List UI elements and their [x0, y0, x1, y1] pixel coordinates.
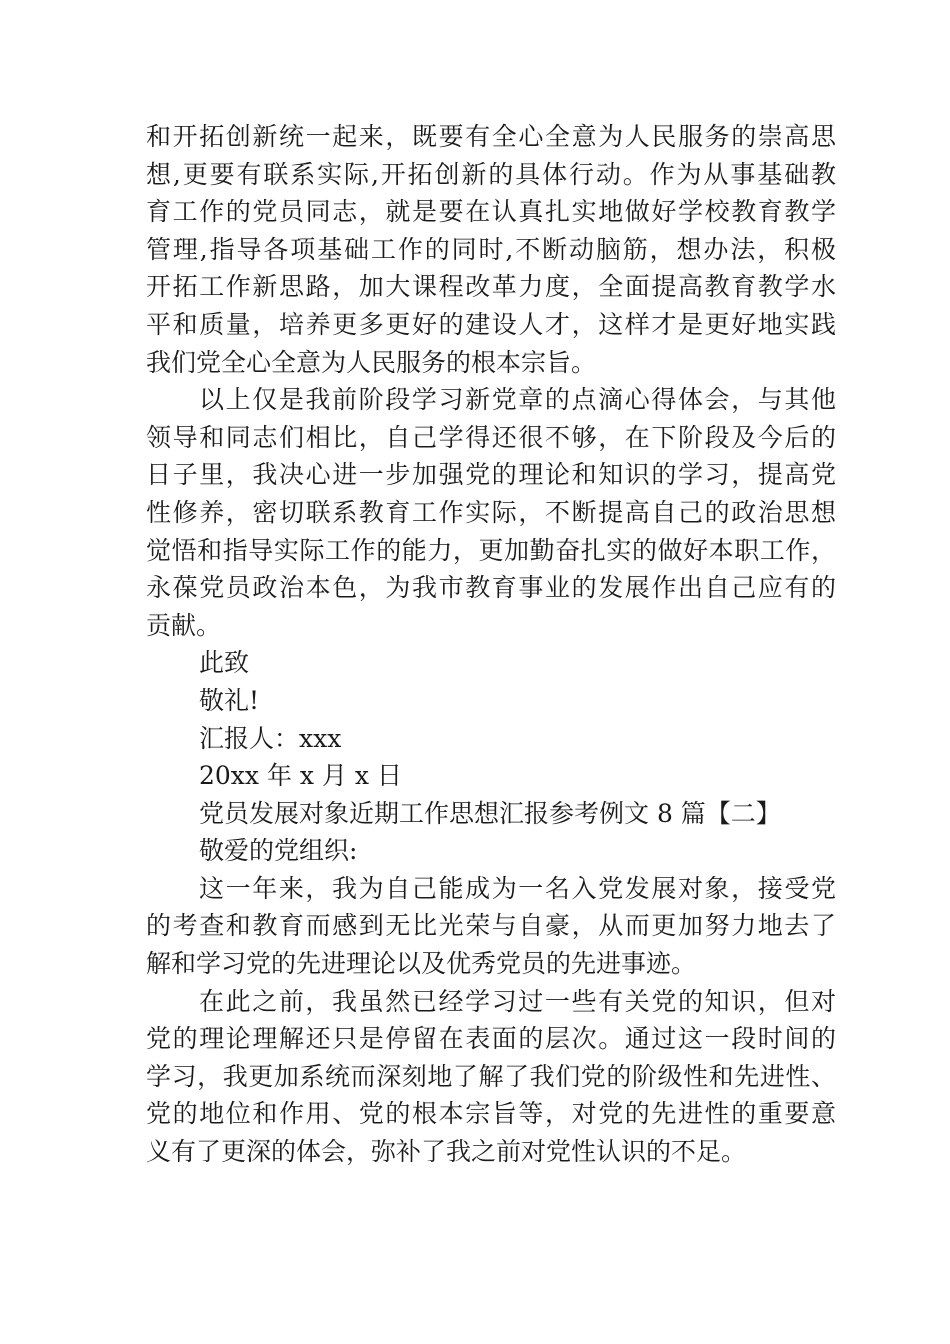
text-line: 贡献。 — [146, 610, 222, 640]
text-line: 永葆党员政治本色，为我市教育事业的发展作出自己应有的 — [146, 573, 836, 603]
text-line: 这一年来，我为自己能成为一名入党发展对象，接受党 — [199, 873, 836, 903]
text-line: 育工作的党员同志，就是要在认真扎实地做好学校教育教学 — [146, 197, 836, 227]
text-line: 的考查和教育而感到无比光荣与自豪，从而更加努力地去了 — [146, 911, 836, 941]
document-body — [146, 118, 836, 1171]
text-line: 敬礼! — [199, 685, 260, 715]
text-line: 以上仅是我前阶段学习新党章的点滴心得体会，与其他 — [199, 385, 836, 415]
text-line: 和开拓创新统一起来，既要有全心全意为人民服务的崇高思 — [146, 122, 836, 151]
text-line: 想,更要有联系实际,开拓创新的具体行动。作为从事基础教 — [146, 159, 836, 189]
text-line: 党的地位和作用、党的根本宗旨等，对党的先进性的重要意 — [146, 1099, 836, 1129]
text-line: 学习，我更加系统而深刻地了解了我们党的阶级性和先进性、 — [146, 1061, 836, 1091]
text-line: 性修养，密切联系教育工作实际，不断提高自己的政治思想 — [146, 497, 836, 527]
text-line: 在此之前，我虽然已经学习过一些有关党的知识，但对 — [199, 986, 836, 1016]
text-line: 觉悟和指导实际工作的能力，更加勤奋扎实的做好本职工作， — [146, 535, 836, 565]
text-line: 领导和同志们相比，自己学得还很不够，在下阶段及今后的 — [146, 422, 836, 452]
text-line: 开拓工作新思路，加大课程改革力度，全面提高教育教学水 — [146, 272, 836, 302]
text-line: 解和学习党的先进理论以及优秀党员的先进事迹。 — [146, 949, 697, 979]
text-line: 日子里，我决心进一步加强党的理论和知识的学习，提高党 — [146, 460, 836, 490]
text-line: 敬爱的党组织: — [199, 836, 358, 866]
text-line: 党的理论理解还只是停留在表面的层次。通过这一段时间的 — [146, 1024, 836, 1054]
text-line: 党员发展对象近期工作思想汇报参考例文 8 篇【二】 — [199, 798, 781, 828]
text-line: 平和质量，培养更多更好的建设人才，这样才是更好地实践 — [146, 309, 836, 339]
text-line: 此致 — [199, 648, 250, 678]
text-line: 汇报人：xxx — [199, 723, 342, 753]
text-line: 义有了更深的体会，弥补了我之前对党性认识的不足。 — [146, 1137, 747, 1167]
text-line: 我们党全心全意为人民服务的根本宗旨。 — [146, 347, 597, 377]
text-line: 管理,指导各项基础工作的同时,不断动脑筋，想办法，积极 — [146, 234, 836, 264]
text-line: 20xx 年 x 月 x 日 — [199, 761, 402, 791]
